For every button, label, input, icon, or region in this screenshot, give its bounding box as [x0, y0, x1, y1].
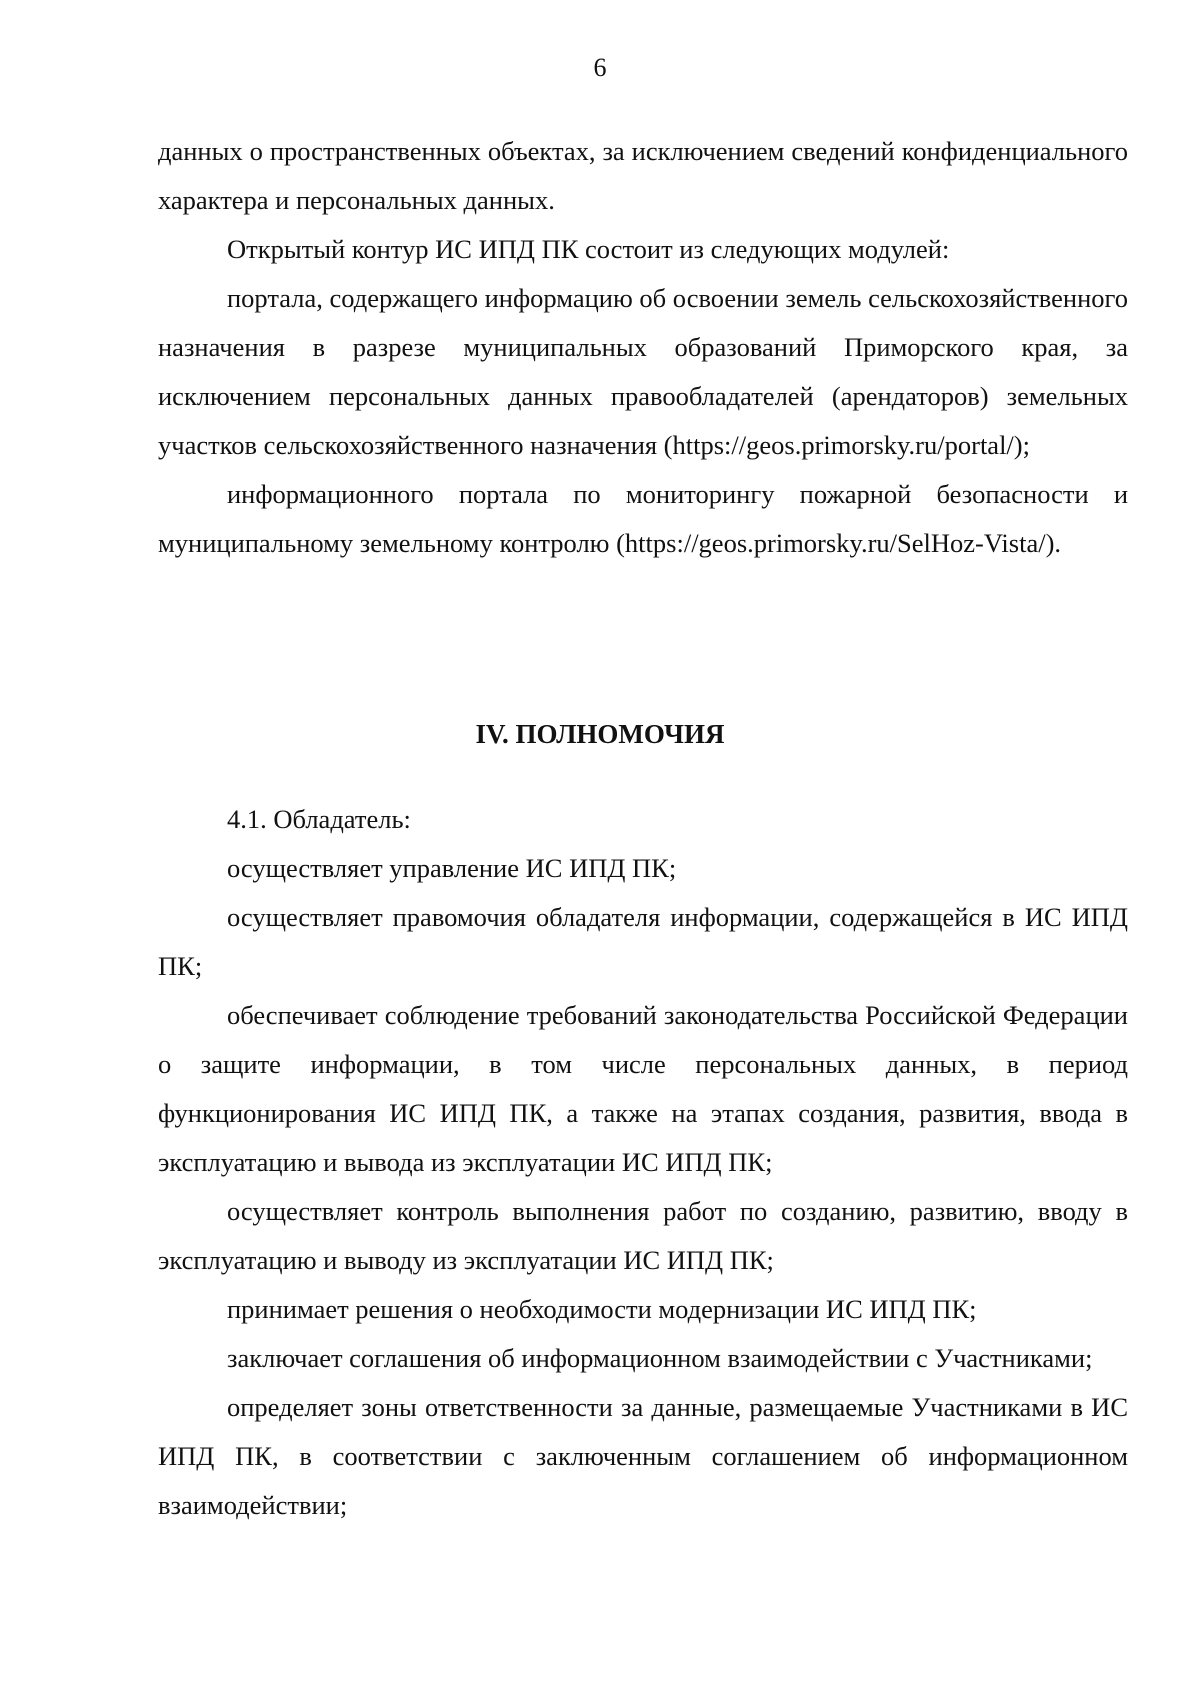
paragraph: осуществляет контроль выполнения работ по созданию, развитию, вводу в эксплуатацию и выводу из эксплуатации ИС ИПД ПК; — [158, 1196, 1128, 1275]
paragraph: определяет зоны ответственности за данные, размещаемые Участниками в ИС ИПД ПК, в соответствии с заключенным соглашением об информационном взаимодействии; — [158, 1392, 1128, 1520]
paragraph: 4.1. Обладатель: — [227, 804, 411, 834]
paragraph: данных о пространственных объектах, за исключением сведений конфиденциального характера и персональных данных. — [158, 136, 1128, 215]
paragraph: принимает решения о необходимости модернизации ИС ИПД ПК; — [227, 1294, 977, 1324]
section-heading: IV. ПОЛНОМОЧИЯ — [475, 719, 725, 749]
paragraph: осуществляет правомочия обладателя информации, содержащейся в ИС ИПД ПК; — [158, 902, 1128, 981]
paragraph: заключает соглашения об информационном взаимодействии с Участниками; — [227, 1343, 1093, 1373]
page-number: 6 — [593, 53, 607, 82]
paragraph: портала, содержащего информацию об освоении земель сельскохозяйственного назначения в разрезе муниципальных образований Приморского края, за исключением персональных данных правообладателей (арендаторов) земельных участков сельскохозяйственного назначения (https://geos.primorsky.ru/portal/); — [158, 283, 1128, 460]
paragraph: осуществляет управление ИС ИПД ПК; — [227, 853, 677, 883]
paragraph: обеспечивает соблюдение требований законодательства Российской Федерации о защите информации, в том числе персональных данных, в период функционирования ИС ИПД ПК, а также на этапах создания, развития, ввода в эксплуатацию и вывода из эксплуатации ИС ИПД ПК; — [158, 1000, 1128, 1177]
section-a-body — [158, 127, 1128, 568]
section-b-body — [158, 795, 1128, 1530]
paragraph: информационного портала по мониторингу пожарной безопасности и муниципальному земельному контролю (https://geos.primorsky.ru/SelHoz-Vista/). — [158, 479, 1128, 558]
paragraph: Открытый контур ИС ИПД ПК состоит из следующих модулей: — [227, 234, 950, 264]
